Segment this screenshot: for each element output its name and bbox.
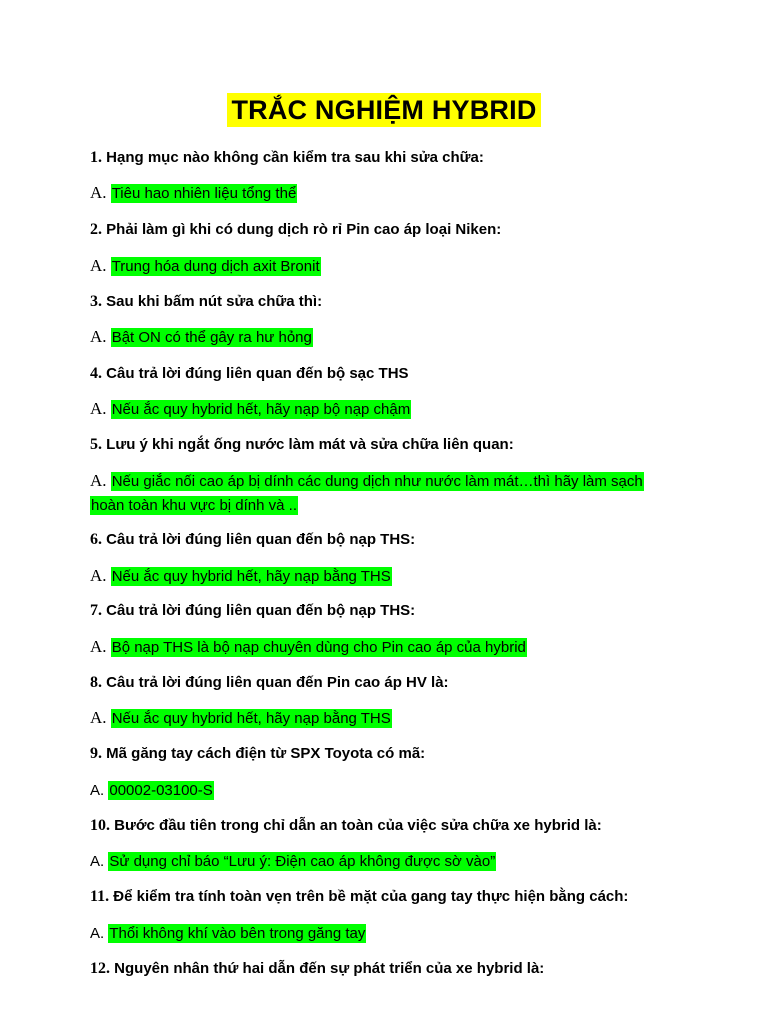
question-text: Hạng mục nào không cần kiểm tra sau khi sửa chữa: [106, 149, 484, 166]
question-text: Nguyên nhân thứ hai dẫn đến sự phát triển của xe hybrid là: [114, 960, 545, 977]
question-text: Câu trả lời đúng liên quan đến bộ nạp THS: [106, 531, 416, 548]
answer-letter: A. [90, 782, 105, 799]
question-text: Bước đầu tiên trong chỉ dẫn an toàn của việc sửa chữa xe hybrid là: [114, 817, 602, 834]
question-number: 1. [90, 149, 102, 166]
answer-2 [90, 254, 321, 278]
answer-text-continued: hoàn toàn khu vực bị dính và .. [91, 497, 298, 514]
answer-1 [90, 181, 297, 205]
question-text: Sau khi bấm nút sửa chữa thì: [106, 293, 323, 310]
question-5 [90, 435, 514, 455]
answer-10 [90, 850, 496, 873]
answer-text: Sử dụng chỉ báo “Lưu ý: Điện cao áp không được sờ vào” [109, 853, 496, 870]
question-12 [90, 959, 544, 979]
answer-letter: A. [90, 183, 107, 202]
question-4 [90, 364, 409, 384]
answer-letter: A. [90, 327, 107, 346]
question-text: Phải làm gì khi có dung dịch rò rỉ Pin cao áp loại Niken: [106, 221, 502, 238]
answer-text: 00002-03100-S [109, 782, 213, 799]
question-10 [90, 816, 602, 836]
answer-text: Tiêu hao nhiên liệu tổng thể [111, 185, 297, 202]
question-9 [90, 744, 425, 764]
answer-letter: A. [90, 471, 107, 490]
question-number: 3. [90, 293, 102, 310]
answer-6 [90, 564, 392, 588]
answer-5 [90, 469, 690, 518]
question-number: 5. [90, 436, 102, 453]
answer-9 [90, 779, 214, 802]
answer-letter: A. [90, 708, 107, 727]
question-text: Câu trả lời đúng liên quan đến bộ nạp THS: [106, 602, 416, 619]
question-text: Câu trả lời đúng liên quan đến Pin cao áp HV là: [106, 674, 449, 691]
question-text: Lưu ý khi ngắt ống nước làm mát và sửa chữa liên quan: [106, 436, 514, 453]
answer-letter: A. [90, 256, 107, 275]
question-number: 12. [90, 960, 110, 977]
answer-text: Nếu ắc quy hybrid hết, hãy nạp bằng THS [111, 568, 391, 585]
question-text: Mã găng tay cách điện từ SPX Toyota có mã: [106, 745, 426, 762]
answer-letter: A. [90, 853, 105, 870]
question-11 [90, 887, 628, 907]
answer-text: Nếu ắc quy hybrid hết, hãy nạp bằng THS [111, 710, 391, 727]
question-number: 10. [90, 817, 110, 834]
answer-letter: A. [90, 566, 107, 585]
question-number: 2. [90, 221, 102, 238]
answer-letter: A. [90, 637, 107, 656]
answer-text: Bộ nạp THS là bộ nạp chuyên dùng cho Pin cao áp của hybrid [111, 639, 526, 656]
answer-7 [90, 635, 527, 659]
question-number: 6. [90, 531, 102, 548]
question-2 [90, 220, 501, 240]
answer-4 [90, 397, 411, 421]
answer-text: Trung hóa dung dịch axit Bronit [111, 258, 320, 275]
answer-text: Nếu giắc nối cao áp bị dính các dung dịch như nước làm mát…thì hãy làm sạch [111, 473, 643, 490]
answer-8 [90, 706, 392, 730]
question-6 [90, 530, 415, 550]
answer-3 [90, 325, 313, 349]
document-title [0, 95, 768, 126]
question-3 [90, 292, 322, 312]
answer-letter: A. [90, 399, 107, 418]
answer-letter: A. [90, 925, 105, 942]
question-7 [90, 601, 415, 621]
question-number: 7. [90, 602, 102, 619]
title-text: TRẮC NGHIỆM HYBRID [227, 93, 540, 127]
question-text: Câu trả lời đúng liên quan đến bộ sạc THS [106, 365, 409, 382]
question-number: 4. [90, 365, 102, 382]
answer-11 [90, 922, 366, 945]
question-8 [90, 673, 449, 693]
question-1 [90, 148, 484, 168]
answer-text: Bật ON có thể gây ra hư hỏng [111, 329, 312, 346]
question-number: 9. [90, 745, 102, 762]
question-number: 11. [90, 888, 110, 905]
answer-text: Thổi không khí vào bên trong găng tay [109, 925, 366, 942]
question-text: Để kiểm tra tính toàn vẹn trên bề mặt của gang tay thực hiện bằng cách: [113, 888, 629, 905]
question-number: 8. [90, 674, 102, 691]
answer-text: Nếu ắc quy hybrid hết, hãy nạp bộ nạp chậm [111, 401, 411, 418]
